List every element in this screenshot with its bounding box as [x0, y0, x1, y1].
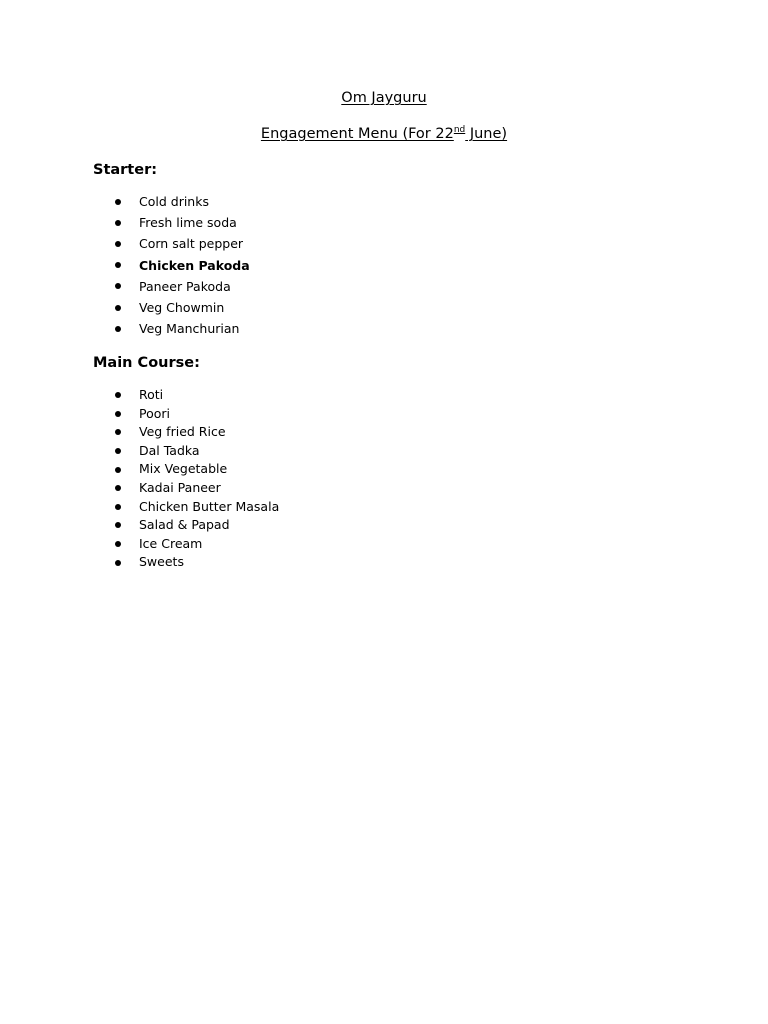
list-item-label: Corn salt pepper — [139, 236, 244, 252]
list-item-label: Kadai Paneer — [139, 479, 221, 495]
document-subtitle — [0, 125, 768, 143]
bullet-icon — [115, 411, 121, 417]
starter-heading: Starter: — [93, 162, 158, 178]
list-item-label: Salad & Papad — [139, 517, 230, 533]
bullet-icon — [115, 467, 121, 473]
bullet-icon — [115, 262, 121, 268]
bullet-icon — [115, 305, 121, 311]
subtitle-suffix: June) — [465, 126, 508, 142]
bullet-icon — [115, 448, 121, 454]
bullet-icon — [115, 283, 121, 289]
bullet-icon — [115, 392, 121, 398]
list-item-label: Paneer Pakoda — [139, 278, 231, 294]
bullet-icon — [115, 560, 121, 566]
list-item-label: Veg Manchurian — [139, 321, 240, 337]
list-item-label: Roti — [139, 387, 164, 402]
list-item-label: Veg Chowmin — [139, 299, 225, 315]
list-item-label: Veg fried Rice — [139, 424, 226, 440]
list-item-label: Sweets — [139, 554, 184, 570]
list-item-label: Cold drinks — [139, 194, 209, 209]
title-text: Om Jayguru — [341, 90, 427, 106]
document-title — [0, 89, 768, 107]
bullet-icon — [115, 199, 121, 205]
list-item-label: Fresh lime soda — [139, 215, 237, 231]
bullet-icon — [115, 485, 121, 491]
list-item-label: Poori — [139, 405, 170, 421]
bullet-icon — [115, 220, 121, 226]
list-item-label: Ice Cream — [139, 535, 203, 551]
bullet-icon — [115, 429, 121, 435]
bullet-icon — [115, 504, 121, 510]
list-item-label: Mix Vegetable — [139, 461, 228, 477]
subtitle-prefix: Engagement Menu (For 22 — [260, 126, 454, 142]
list-item-label: Dal Tadka — [139, 442, 200, 458]
list-item-label: Chicken Butter Masala — [139, 498, 280, 514]
bullet-icon — [115, 522, 121, 528]
bullet-icon — [115, 241, 121, 247]
bullet-icon — [115, 541, 121, 547]
list-item-label: Chicken Pakoda — [139, 257, 250, 273]
bullet-icon — [115, 326, 121, 332]
main-course-heading: Main Course: — [93, 355, 200, 371]
subtitle-superscript: nd — [453, 125, 466, 135]
